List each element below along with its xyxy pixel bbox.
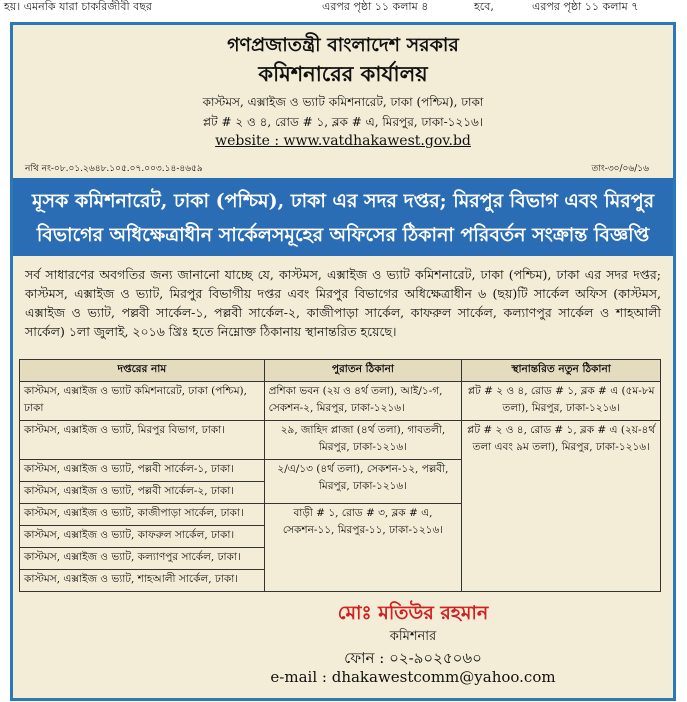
office-name-cell: কাস্টমস, এক্সাইজ ও ভ্যাট, কাফরুল সার্কেল, ঢাকা।: [20, 526, 265, 548]
new-address-cell: প্লট # ২ ও ৪, রোড # ১, ব্লক # এ (৫ম-৮ম তলা), মিরপুর, ঢাকা-১২১৬।: [462, 382, 661, 421]
office-address-line-2: প্লট # ২ ও ৪, রোড # ১, ব্লক # এ, মিরপুর, ঢাকা-১২১৬।: [202, 115, 484, 129]
public-notice: [10, 22, 676, 701]
office-name-cell: কাস্টমস, এক্সাইজ ও ভ্যাট, কল্যাণপুর সার্কেল, ঢাকা।: [20, 548, 265, 570]
headline-line-1: মূসক কমিশনারেট, ঢাকা (পশ্চিম), ঢাকা এর সদর দপ্তর; মিরপুর বিভাগ এবং মিরপুর: [31, 190, 655, 212]
notice-body: সর্ব সাধারণের অবগতির জন্য জানানো যাচ্ছে যে, কাস্টমস, এক্সাইজ ও ভ্যাট কমিশনারেট, ঢাকা (পশ্চিম), ঢাকা এর সদর দপ্তর; কাস্টমস, এক্সাইজ ও ভ্যাট, মিরপুর বিভাগীয় দপ্তর এবং মিরপুর বিভাগের অধিক্ষেত্রাধীন ৬ (ছয়)টি সার্কেল অফিস (কাস্টমস, এক্সাইজ ও ভ্যাট, পল্লবী সার্কেল-১, পল্লবী সার্কেল-২, কাজীপাড়া সার্কেল, কাফরুল সার্কেল, কল্যাণপুর সার্কেল ও শাহআলী সার্কেল) ১লা জুলাই, ২০১৬ খ্রিঃ হতে নিম্নোক্ত ঠিকানায় স্থানান্তরিত হয়েছে।: [25, 267, 661, 339]
website-link[interactable]: www.vatdhakawest.gov.bd: [283, 133, 471, 149]
website-label: website :: [215, 133, 284, 149]
office-name-cell: কাস্টমস, এক্সাইজ ও ভ্যাট, পল্লবী সার্কেল-২, ঢাকা।: [20, 482, 265, 504]
headline-line-2: বিভাগের অধিক্ষেত্রাধীন সার্কেলসমূহের অফিসের ঠিকানা পরিবর্তন সংক্রান্ত বিজ্ঞপ্তি: [36, 224, 650, 246]
office-name-cell: কাস্টমস, এক্সাইজ ও ভ্যাট, শাহআলী সার্কেল, ঢাকা।: [20, 570, 265, 592]
header-new-address: স্থানান্তরিত নতুন ঠিকানা: [462, 360, 661, 382]
top-strip-continuation-1: এরপর পৃষ্ঠা ১১ কলাম ৪: [322, 0, 429, 13]
table-header-row: [20, 360, 661, 382]
old-address-cell: ২৯, জাহিদ প্লাজা (৪র্থ তলা), গাবতলী, মিরপুর, ঢাকা-১২১৬।: [264, 421, 462, 460]
office-name-cell: কাস্টমস, এক্সাইজ ও ভ্যাট কমিশনারেট, ঢাকা (পশ্চিম), ঢাকা: [20, 382, 265, 421]
header-office-name: দপ্তরের নাম: [20, 360, 265, 382]
old-address-cell: বাড়ী # ১, রোড # ৩, ব্লক # এ, সেকশন-১১, মিরপুর-১১, ঢাকা-১২১৬।: [264, 504, 462, 592]
office-title: কমিশনারের কার্যালয়: [258, 61, 428, 86]
memo-number: নথি নং-০৮.০১.২৬৪৮.১০৫.০৭.০০৩.১৪-৪৬৫৯: [25, 164, 203, 174]
office-name-cell: কাস্টমস, এক্সাইজ ও ভ্যাট, পল্লবী সার্কেল-১, ঢাকা।: [20, 460, 265, 482]
office-name-cell: কাস্টমস, এক্সাইজ ও ভ্যাট, কাজীপাড়া সার্কেল, ঢাকা।: [20, 504, 265, 526]
header-old-address: পুরাতন ঠিকানা: [264, 360, 462, 382]
website-line: [13, 133, 673, 149]
old-address-cell: ২/এ/১৩ (৪র্থ তলা), সেকশন-১২, পল্লবী, মিরপুর, ঢাকা-১২১৬।: [264, 460, 462, 504]
office-name-cell: কাস্টমস, এক্সাইজ ও ভ্যাট, মিরপুর বিভাগ, ঢাকা।: [20, 421, 265, 460]
signatory-title: কমিশনার: [389, 629, 437, 644]
table-row: [20, 421, 661, 460]
new-address-cell: প্লট # ২ ও ৪, রোড # ১, ব্লক # এ (২য়-৪র্থ তলা এবং ৯ম তলা), মিরপুর, ঢাকা-১২১৬।: [462, 421, 661, 592]
newspaper-top-strip: [0, 0, 687, 14]
government-name: গণপ্রজাতন্ত্রী বাংলাদেশ সরকার: [227, 34, 459, 56]
office-address-line-1: কাস্টমস, এক্সাইজ ও ভ্যাট কমিশনারেট, ঢাকা (পশ্চিম), ঢাকা: [202, 95, 484, 109]
address-change-table: [19, 359, 661, 592]
memo-date: তাং-৩০/০৬/১৬: [591, 164, 649, 174]
top-strip-fragment: হবে,: [474, 0, 494, 13]
old-address-cell: প্রশিকা ভবন (২য় ও ৪র্থ তলা), আই/১-গ, সেকশন-২, মিরপুর, ঢাকা-১২১৬।: [264, 382, 462, 421]
signatory-email: e-mail : dhakawestcomm@yahoo.com: [270, 668, 556, 686]
table-row: [20, 382, 661, 421]
signatory-name: মোঃ মতিউর রহমান: [337, 602, 489, 624]
signatory-phone: ফোন : ০২-৯০২৫০৬০: [344, 649, 482, 667]
top-strip-left-text: হয়। এমনকি যারা চাকরিজীবী বছর: [4, 0, 152, 13]
notice-headline-banner: [13, 178, 673, 256]
top-strip-continuation-2: এরপর পৃষ্ঠা ১১ কলাম ৭: [532, 0, 639, 13]
